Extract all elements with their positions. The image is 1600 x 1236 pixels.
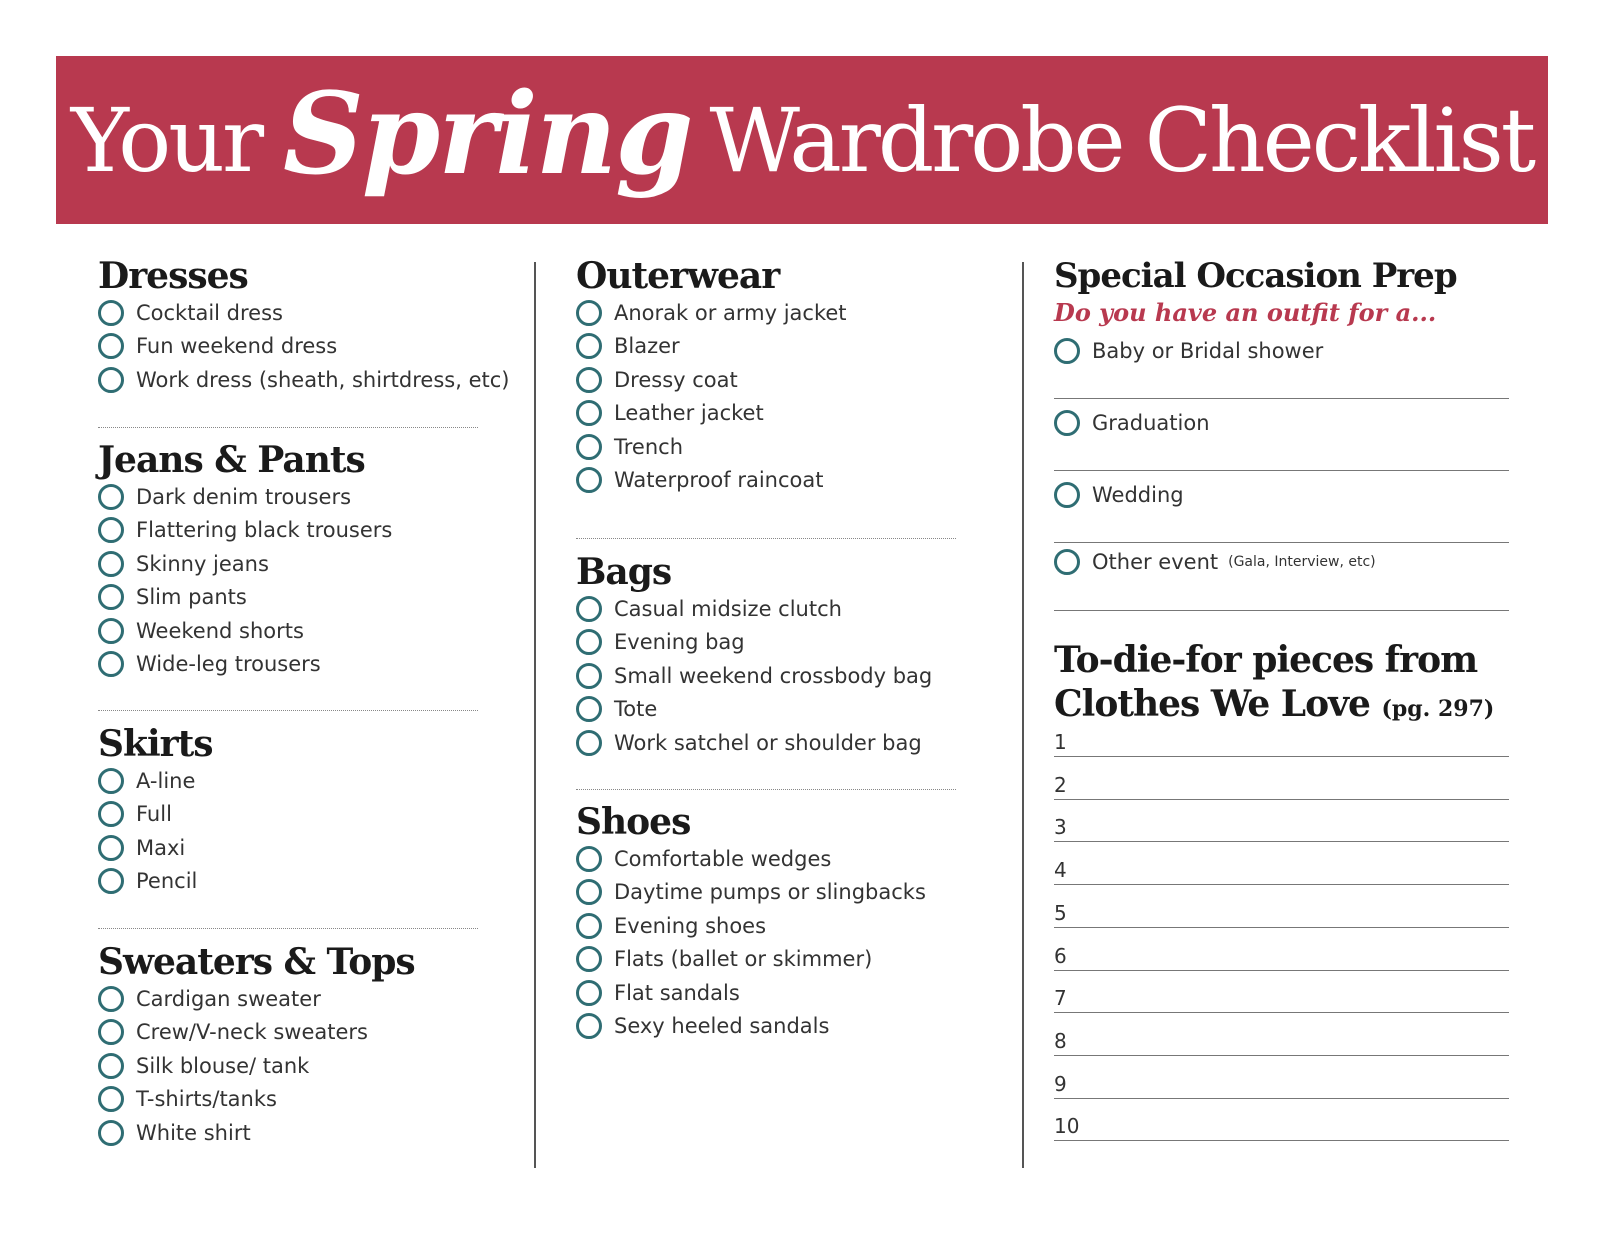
item-label: Silk blouse/ tank [136, 1053, 310, 1078]
checklist-item[interactable] [98, 1049, 478, 1083]
checkbox-circle-icon[interactable] [98, 333, 124, 359]
title-word-checklist: Checklist [1144, 88, 1534, 192]
checkbox-circle-icon[interactable] [576, 300, 602, 326]
item-label: Crew/V-neck sweaters [136, 1020, 368, 1045]
row-number: 6 [1054, 943, 1067, 968]
row-number: 3 [1054, 815, 1067, 840]
checklist-item[interactable] [576, 659, 956, 693]
section-skirts [98, 724, 478, 898]
checklist-item[interactable] [98, 614, 478, 648]
checklist-item[interactable] [576, 330, 956, 364]
checklist-item[interactable] [1054, 410, 1509, 436]
item-label: Small weekend crossbody bag [614, 663, 933, 688]
checkbox-circle-icon[interactable] [98, 651, 124, 677]
item-label: Work dress (sheath, shirtdress, etc) [136, 367, 510, 392]
checklist-item[interactable] [576, 1010, 956, 1044]
item-label: Other event [1092, 550, 1219, 574]
checkbox-circle-icon[interactable] [576, 1013, 602, 1039]
checkbox-circle-icon[interactable] [98, 768, 124, 794]
checkbox-circle-icon[interactable] [98, 986, 124, 1012]
write-in-row[interactable] [1054, 1098, 1509, 1141]
section-bags [576, 552, 956, 760]
checkbox-circle-icon[interactable] [576, 434, 602, 460]
row-number: 8 [1054, 1028, 1067, 1053]
checkbox-circle-icon[interactable] [576, 333, 602, 359]
checkbox-circle-icon[interactable] [576, 367, 602, 393]
item-label: Baby or Bridal shower [1092, 339, 1324, 363]
checkbox-circle-icon[interactable] [576, 467, 602, 493]
checkbox-circle-icon[interactable] [576, 879, 602, 905]
heading-text: Clothes We Love [1054, 683, 1370, 725]
checkbox-circle-icon[interactable] [98, 484, 124, 510]
section-shoes [576, 802, 956, 1043]
checklist-item[interactable] [98, 514, 478, 548]
item-label: Full [136, 802, 172, 827]
item-label: Anorak or army jacket [614, 300, 847, 325]
row-number: 9 [1054, 1071, 1067, 1096]
item-label: Flats (ballet or skimmer) [614, 947, 873, 972]
checklist-item[interactable] [98, 480, 478, 514]
write-in-row[interactable] [1054, 757, 1509, 800]
checklist-item[interactable] [98, 798, 478, 832]
item-label: Dressy coat [614, 367, 738, 392]
row-number: 5 [1054, 900, 1067, 925]
checklist [98, 764, 478, 898]
checklist-item[interactable] [576, 976, 956, 1010]
column-divider [534, 262, 536, 1168]
checklist [576, 592, 956, 760]
checklist-item[interactable] [576, 296, 956, 330]
item-label: Waterproof raincoat [614, 468, 824, 493]
checkbox-circle-icon[interactable] [576, 663, 602, 689]
item-label: Slim pants [136, 585, 247, 610]
checkbox-circle-icon[interactable] [576, 946, 602, 972]
write-in-row[interactable] [1054, 842, 1509, 885]
row-number: 4 [1054, 858, 1067, 883]
item-label: Wedding [1092, 483, 1184, 507]
section-outerwear [576, 256, 956, 497]
item-label: Casual midsize clutch [614, 596, 842, 621]
section-divider [98, 928, 478, 929]
section-heading: Sweaters & Tops [98, 941, 415, 983]
checkbox-circle-icon[interactable] [1054, 338, 1080, 364]
section-jeans-pants [98, 440, 478, 681]
checklist-item[interactable] [576, 397, 956, 431]
section-divider [98, 710, 478, 711]
write-in-row[interactable] [1054, 1013, 1509, 1056]
item-label: Cardigan sweater [136, 986, 321, 1011]
title-banner [56, 56, 1548, 224]
checklist [576, 296, 956, 497]
checklist-item[interactable] [98, 330, 478, 364]
checklist-item[interactable] [576, 909, 956, 943]
checkbox-circle-icon[interactable] [576, 596, 602, 622]
section-special-occasion [1054, 256, 1509, 331]
checklist-item[interactable] [576, 363, 956, 397]
checklist-item[interactable] [576, 693, 956, 727]
row-number: 10 [1054, 1114, 1080, 1139]
checklist-item[interactable] [1054, 549, 1509, 575]
checklist-item[interactable] [98, 764, 478, 798]
item-label: Flat sandals [614, 980, 740, 1005]
section-heading: Special Occasion Prep [1054, 256, 1457, 296]
checklist [98, 982, 478, 1150]
item-note: (Gala, Interview, etc) [1228, 554, 1376, 570]
title-word-spring: Spring [283, 68, 692, 200]
checklist [576, 842, 956, 1043]
write-in-row[interactable] [1054, 1056, 1509, 1099]
item-label: T-shirts/tanks [136, 1087, 277, 1112]
write-in-line [1054, 398, 1509, 399]
item-label: Dark denim trousers [136, 484, 352, 509]
item-label: Daytime pumps or slingbacks [614, 880, 926, 905]
item-label: Evening shoes [614, 913, 767, 938]
checkbox-circle-icon[interactable] [576, 629, 602, 655]
checkbox-circle-icon[interactable] [576, 730, 602, 756]
section-heading: Dresses [98, 255, 248, 297]
section-divider [98, 427, 478, 428]
item-label: Blazer [614, 334, 680, 359]
checklist-item[interactable] [576, 876, 956, 910]
item-label: Comfortable wedges [614, 846, 832, 871]
write-in-row[interactable] [1054, 714, 1509, 757]
row-number: 2 [1054, 772, 1067, 797]
section-heading: Outerwear [576, 255, 780, 297]
checkbox-circle-icon[interactable] [98, 367, 124, 393]
item-label: Leather jacket [614, 401, 764, 426]
section-heading: Skirts [98, 723, 213, 765]
section-heading: Jeans & Pants [98, 439, 365, 481]
checklist-item[interactable] [576, 430, 956, 464]
checklist-item[interactable] [1054, 482, 1509, 508]
checklist [98, 480, 478, 681]
item-label: Cocktail dress [136, 300, 283, 325]
checkbox-circle-icon[interactable] [98, 584, 124, 610]
checklist-item[interactable] [576, 592, 956, 626]
write-in-line [1054, 610, 1509, 611]
page-reference: (pg. 297) [1381, 696, 1495, 722]
write-in-row[interactable] [1054, 928, 1509, 971]
checkbox-circle-icon[interactable] [98, 618, 124, 644]
checklist-item[interactable] [98, 547, 478, 581]
item-label: Tote [614, 697, 658, 722]
checklist-item[interactable] [98, 581, 478, 615]
write-in-line [1054, 542, 1509, 543]
checkbox-circle-icon[interactable] [98, 1086, 124, 1112]
checklist-item[interactable] [1054, 338, 1509, 364]
section-heading: Bags [576, 551, 672, 593]
write-in-row[interactable] [1054, 885, 1509, 928]
checkbox-circle-icon[interactable] [98, 1120, 124, 1146]
section-divider [576, 789, 956, 790]
checkbox-circle-icon[interactable] [576, 400, 602, 426]
item-label: Wide-leg trousers [136, 652, 321, 677]
checklist-item[interactable] [98, 363, 510, 397]
checkbox-circle-icon[interactable] [98, 551, 124, 577]
item-label: White shirt [136, 1120, 251, 1145]
row-number: 1 [1054, 730, 1067, 754]
checkbox-circle-icon[interactable] [98, 801, 124, 827]
checklist-item[interactable] [576, 943, 956, 977]
checklist-item[interactable] [98, 1116, 478, 1150]
checklist-item[interactable] [98, 296, 478, 330]
item-label: Fun weekend dress [136, 334, 338, 359]
checkbox-circle-icon[interactable] [1054, 410, 1080, 436]
checkbox-circle-icon[interactable] [98, 300, 124, 326]
item-label: Pencil [136, 869, 198, 894]
title-word-wardrobe: Wardrobe [709, 88, 1123, 192]
checklist-item[interactable] [576, 464, 956, 498]
checklist-item[interactable] [576, 726, 956, 760]
checklist-item[interactable] [98, 648, 478, 682]
section-subtitle: Do you have an outfit for a... [1054, 298, 1437, 327]
item-label: Sexy heeled sandals [614, 1014, 830, 1039]
checkbox-circle-icon[interactable] [576, 846, 602, 872]
item-label: Skinny jeans [136, 551, 269, 576]
column-divider [1022, 262, 1024, 1168]
item-label: Flattering black trousers [136, 518, 393, 543]
checkbox-circle-icon[interactable] [98, 868, 124, 894]
checkbox-circle-icon[interactable] [576, 696, 602, 722]
checklist-item[interactable] [98, 831, 478, 865]
item-label: Evening bag [614, 630, 745, 655]
checkbox-circle-icon[interactable] [98, 1019, 124, 1045]
item-label: Trench [614, 434, 683, 459]
section-dresses [98, 255, 510, 397]
checkbox-circle-icon[interactable] [98, 517, 124, 543]
item-label: A-line [136, 768, 196, 793]
checkbox-circle-icon[interactable] [576, 980, 602, 1006]
checkbox-circle-icon[interactable] [98, 835, 124, 861]
section-sweaters-tops [98, 942, 478, 1150]
checklist-item[interactable] [98, 1016, 478, 1050]
checklist-item[interactable] [98, 1083, 478, 1117]
item-label: Maxi [136, 835, 186, 860]
checkbox-circle-icon[interactable] [576, 913, 602, 939]
checklist [98, 296, 510, 397]
item-label: Graduation [1092, 411, 1210, 435]
row-number: 7 [1054, 986, 1067, 1011]
write-in-line [1054, 470, 1509, 471]
checklist-item[interactable] [576, 842, 956, 876]
write-in-row[interactable] [1054, 970, 1509, 1013]
checklist-item[interactable] [576, 626, 956, 660]
checkbox-circle-icon[interactable] [1054, 482, 1080, 508]
checklist-item[interactable] [98, 982, 478, 1016]
checkbox-circle-icon[interactable] [98, 1053, 124, 1079]
item-label: Weekend shorts [136, 618, 304, 643]
section-heading: To-die-for pieces from [1054, 639, 1478, 681]
section-heading: Shoes [576, 801, 691, 843]
title-word-your: Your [70, 88, 262, 192]
section-divider [576, 538, 956, 539]
write-in-row[interactable] [1054, 799, 1509, 842]
checkbox-circle-icon[interactable] [1054, 549, 1080, 575]
checklist-item[interactable] [98, 865, 478, 899]
item-label: Work satchel or shoulder bag [614, 730, 922, 755]
